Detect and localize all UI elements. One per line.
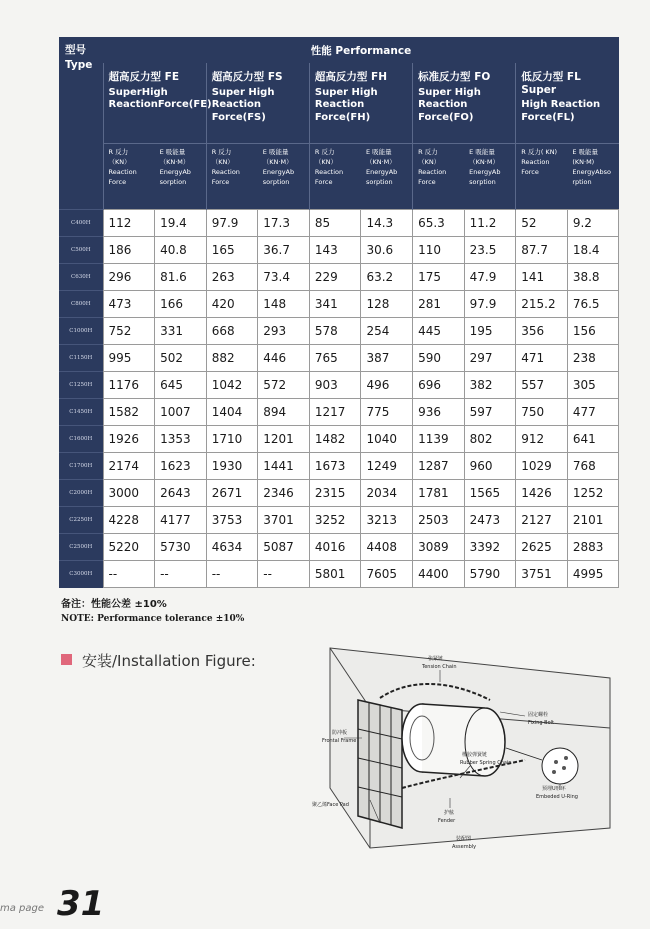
value-cell: 2346	[258, 480, 310, 507]
sub-header-line: EnergyAb	[262, 168, 295, 176]
value-cell: 215.2	[516, 291, 568, 318]
value-cell: 141	[516, 264, 568, 291]
value-cell: 296	[103, 264, 155, 291]
type-cell: C1450H	[59, 399, 103, 426]
value-cell: 2625	[516, 534, 568, 561]
sub-header-reaction-force	[516, 144, 568, 210]
value-cell: 3753	[206, 507, 258, 534]
sub-header-line: Force	[108, 178, 127, 186]
label-fixing-bolt-en: Fixing Bolt	[528, 720, 555, 726]
value-cell: 76.5	[567, 291, 619, 318]
performance-table	[59, 37, 619, 588]
sub-header-reaction-force	[309, 144, 361, 210]
value-cell: 1029	[516, 453, 568, 480]
table-row	[59, 399, 619, 426]
sub-header-line: Reaction	[521, 158, 550, 166]
value-cell: 3252	[309, 507, 361, 534]
value-cell: 1217	[309, 399, 361, 426]
performance-header: 性能 Performance	[103, 37, 619, 63]
label-frontal-frame-en: Frontal Frame	[322, 738, 357, 744]
value-cell: 305	[567, 372, 619, 399]
value-cell: 1249	[361, 453, 413, 480]
group-header-1	[103, 63, 212, 144]
label-tension-chain-en: Tension Chain	[422, 664, 457, 670]
table-row	[59, 345, 619, 372]
value-cell: 590	[413, 345, 465, 372]
value-cell: 557	[516, 372, 568, 399]
sub-header-line: EnergyAbso	[572, 168, 612, 176]
value-cell: 3701	[258, 507, 310, 534]
value-cell: 477	[567, 399, 619, 426]
type-cell: C2250H	[59, 507, 103, 534]
value-cell: 52	[516, 210, 568, 237]
note-zh: 备注：性能公差 ±10%	[61, 599, 167, 610]
sub-header-line: rption	[572, 178, 592, 186]
table-row	[59, 507, 619, 534]
sub-header-line: （KN·M）	[159, 158, 190, 166]
sub-header-line: E 吸能量	[572, 148, 599, 156]
group-header-5	[516, 63, 619, 144]
value-cell: 38.8	[567, 264, 619, 291]
sub-header-line: E 吸能量	[469, 148, 495, 156]
group-header-zh: 超高反力型 FH	[314, 71, 387, 83]
type-cell: C630H	[59, 264, 103, 291]
group-header-en: Super High Reaction Force(FH)	[314, 86, 378, 123]
sub-header-line: E 吸能量	[262, 148, 289, 156]
section-marker	[61, 654, 72, 665]
sub-header-line: （KN）	[211, 158, 234, 166]
label-assembly-zh: 装配图	[456, 836, 472, 842]
value-cell: 765	[309, 345, 361, 372]
type-cell: C1700H	[59, 453, 103, 480]
value-cell: 496	[361, 372, 413, 399]
value-cell: 903	[309, 372, 361, 399]
value-cell: 995	[103, 345, 155, 372]
value-cell: 238	[567, 345, 619, 372]
value-cell: 331	[155, 318, 207, 345]
group-header-zh: 标准反力型 FO	[418, 71, 491, 83]
value-cell: 17.3	[258, 210, 310, 237]
type-cell: C1250H	[59, 372, 103, 399]
table-row	[59, 264, 619, 291]
value-cell: 578	[309, 318, 361, 345]
value-cell: 1040	[361, 426, 413, 453]
type-header-zh: 型号	[65, 44, 86, 56]
value-cell: 85	[309, 210, 361, 237]
value-cell: 40.8	[155, 237, 207, 264]
table-row	[59, 561, 619, 588]
sub-header-line: Reaction	[211, 168, 240, 176]
value-cell: 1710	[206, 426, 258, 453]
type-header	[59, 37, 103, 210]
value-cell: 81.6	[155, 264, 207, 291]
table-row	[59, 210, 619, 237]
sub-header-line: Force	[521, 168, 539, 176]
type-cell: C500H	[59, 237, 103, 264]
sub-header-line: (KN·M)	[572, 158, 595, 166]
value-cell: 97.9	[464, 291, 516, 318]
value-cell: 47.9	[464, 264, 516, 291]
label-fixing-bolt-zh: 固定螺栓	[528, 712, 549, 718]
value-cell: 1426	[516, 480, 568, 507]
value-cell: 668	[206, 318, 258, 345]
value-cell: 293	[258, 318, 310, 345]
value-cell: 341	[309, 291, 361, 318]
label-rubber-chain-en: Rubber Spring Chain	[460, 760, 512, 766]
value-cell: 19.4	[155, 210, 207, 237]
group-header-zh: 超高反力型 FE	[108, 71, 180, 83]
sub-header-line: sorption	[365, 178, 393, 186]
value-cell: 166	[155, 291, 207, 318]
value-cell: 471	[516, 345, 568, 372]
group-header-3	[309, 63, 412, 144]
value-cell: 1042	[206, 372, 258, 399]
sub-header-line: （KN）	[108, 158, 131, 166]
value-cell: 110	[413, 237, 465, 264]
value-cell: 775	[361, 399, 413, 426]
value-cell: 4408	[361, 534, 413, 561]
value-cell: 3089	[413, 534, 465, 561]
label-embedded-en: Embeded U-Ring	[536, 794, 578, 800]
sub-header-line: （KN·M）	[365, 158, 396, 166]
type-cell: C2000H	[59, 480, 103, 507]
sub-header-line: EnergyAb	[159, 168, 191, 176]
sub-header-energy-absorption	[155, 144, 207, 210]
table-row	[59, 291, 619, 318]
value-cell: 502	[155, 345, 207, 372]
page-prefix: ma page	[0, 903, 45, 914]
value-cell: 1007	[155, 399, 207, 426]
value-cell: 4016	[309, 534, 361, 561]
value-cell: 1176	[103, 372, 155, 399]
label-fender-zh: 护舷	[444, 810, 455, 816]
label-assembly-en: Assembly	[452, 844, 477, 850]
value-cell: 894	[258, 399, 310, 426]
sub-header-reaction-force	[206, 144, 258, 210]
value-cell: 65.3	[413, 210, 465, 237]
value-cell: 572	[258, 372, 310, 399]
group-header-4	[413, 63, 516, 144]
value-cell: 473	[103, 291, 155, 318]
value-cell: 73.4	[258, 264, 310, 291]
value-cell: 1582	[103, 399, 155, 426]
value-cell: 2127	[516, 507, 568, 534]
sub-header-line: （KN·M）	[262, 158, 293, 166]
value-cell: 4400	[413, 561, 465, 588]
value-cell: 195	[464, 318, 516, 345]
value-cell: 87.7	[516, 237, 568, 264]
group-header-zh: 超高反力型 FS	[211, 71, 283, 83]
value-cell: 2174	[103, 453, 155, 480]
sub-header-reaction-force	[413, 144, 465, 210]
value-cell: 597	[464, 399, 516, 426]
value-cell: --	[155, 561, 207, 588]
table-row	[59, 453, 619, 480]
installation-figure	[310, 638, 630, 860]
value-cell: 1930	[206, 453, 258, 480]
value-cell: 1926	[103, 426, 155, 453]
label-frontal-frame-zh: 防冲板	[332, 730, 348, 736]
value-cell: 696	[413, 372, 465, 399]
value-cell: 18.4	[567, 237, 619, 264]
value-cell: 128	[361, 291, 413, 318]
type-cell: C3000H	[59, 561, 103, 588]
value-cell: 165	[206, 237, 258, 264]
group-header-en: SuperHigh ReactionForce(FE)	[108, 86, 212, 110]
note-en: NOTE: Performance tolerance ±10%	[61, 614, 245, 624]
value-cell: 2671	[206, 480, 258, 507]
type-cell: C400H	[59, 210, 103, 237]
value-cell: 2315	[309, 480, 361, 507]
value-cell: 186	[103, 237, 155, 264]
value-cell: 7605	[361, 561, 413, 588]
label-tension-chain-zh: 张紧链	[428, 656, 444, 662]
value-cell: 5087	[258, 534, 310, 561]
value-cell: 4995	[567, 561, 619, 588]
value-cell: 1482	[309, 426, 361, 453]
sub-header-line: sorption	[262, 178, 290, 186]
type-cell: C1150H	[59, 345, 103, 372]
sub-header-line: （KN）	[314, 158, 337, 166]
value-cell: 281	[413, 291, 465, 318]
value-cell: 645	[155, 372, 207, 399]
sub-header-reaction-force	[103, 144, 155, 210]
value-cell: 752	[103, 318, 155, 345]
value-cell: --	[258, 561, 310, 588]
sub-header-line: Force	[211, 178, 230, 186]
value-cell: 3751	[516, 561, 568, 588]
value-cell: 2883	[567, 534, 619, 561]
label-embedded-zh: 预埋U形环	[542, 786, 566, 792]
type-header-en: Type	[65, 59, 93, 71]
sub-header-energy-absorption	[567, 144, 619, 210]
value-cell: 297	[464, 345, 516, 372]
sub-header-line: EnergyAb	[469, 168, 501, 176]
value-cell: 1565	[464, 480, 516, 507]
value-cell: 1252	[567, 480, 619, 507]
value-cell: 802	[464, 426, 516, 453]
value-cell: 2034	[361, 480, 413, 507]
type-cell: C800H	[59, 291, 103, 318]
value-cell: 97.9	[206, 210, 258, 237]
sub-header-line: （KN）	[418, 158, 441, 166]
sub-header-line: R 反力	[211, 148, 232, 156]
table-row	[59, 372, 619, 399]
value-cell: 11.2	[464, 210, 516, 237]
value-cell: 1441	[258, 453, 310, 480]
group-header-en: High Reaction Force(FL)	[521, 99, 601, 123]
sub-header-line: Reaction	[314, 168, 344, 176]
value-cell: --	[103, 561, 155, 588]
value-cell: 446	[258, 345, 310, 372]
installation-title: 安装/Installation Figure:	[82, 652, 256, 670]
value-cell: --	[206, 561, 258, 588]
sub-header-line: Force	[314, 178, 333, 186]
table-row	[59, 426, 619, 453]
value-cell: 30.6	[361, 237, 413, 264]
value-cell: 382	[464, 372, 516, 399]
value-cell: 4634	[206, 534, 258, 561]
table-row	[59, 237, 619, 264]
sub-header-line: sorption	[469, 178, 496, 186]
group-header-en: Super High Reaction Force(FS)	[211, 86, 275, 123]
value-cell: 3392	[464, 534, 516, 561]
sub-header-energy-absorption	[464, 144, 516, 210]
value-cell: 1404	[206, 399, 258, 426]
sub-header-line: R 反力( KN)	[521, 148, 558, 156]
value-cell: 420	[206, 291, 258, 318]
value-cell: 229	[309, 264, 361, 291]
value-cell: 5220	[103, 534, 155, 561]
sub-header-line: E 吸能量	[365, 148, 392, 156]
value-cell: 1623	[155, 453, 207, 480]
value-cell: 263	[206, 264, 258, 291]
value-cell: 1139	[413, 426, 465, 453]
frontal-frame	[358, 700, 402, 828]
value-cell: 5730	[155, 534, 207, 561]
sub-header-energy-absorption	[361, 144, 413, 210]
value-cell: 387	[361, 345, 413, 372]
value-cell: 4177	[155, 507, 207, 534]
table-row	[59, 534, 619, 561]
value-cell: 112	[103, 210, 155, 237]
group-header-en: Super High Reaction Force(FO)	[418, 86, 481, 123]
value-cell: 2643	[155, 480, 207, 507]
value-cell: 175	[413, 264, 465, 291]
value-cell: 5790	[464, 561, 516, 588]
sub-header-line: Reaction	[108, 168, 137, 176]
value-cell: 768	[567, 453, 619, 480]
value-cell: 3000	[103, 480, 155, 507]
page-number: 31	[57, 884, 105, 924]
value-cell: 156	[567, 318, 619, 345]
sub-header-line: R 反力	[108, 148, 129, 156]
value-cell: 356	[516, 318, 568, 345]
value-cell: 1781	[413, 480, 465, 507]
label-rubber-chain-zh: 橡胶弹簧链	[462, 752, 488, 758]
sub-header-line: R 反力	[418, 148, 438, 156]
value-cell: 36.7	[258, 237, 310, 264]
value-cell: 960	[464, 453, 516, 480]
label-face-pad: 聚乙烯Face Pad	[312, 802, 349, 808]
sub-header-line: Reaction	[418, 168, 447, 176]
value-cell: 1673	[309, 453, 361, 480]
value-cell: 148	[258, 291, 310, 318]
label-fender-en: Fender	[438, 818, 456, 824]
value-cell: 750	[516, 399, 568, 426]
value-cell: 2473	[464, 507, 516, 534]
value-cell: 641	[567, 426, 619, 453]
sub-header-line: R 反力	[314, 148, 335, 156]
value-cell: 445	[413, 318, 465, 345]
value-cell: 1201	[258, 426, 310, 453]
sub-header-line: sorption	[159, 178, 187, 186]
sub-header-energy-absorption	[258, 144, 310, 210]
type-cell: C1600H	[59, 426, 103, 453]
value-cell: 254	[361, 318, 413, 345]
type-cell: C2500H	[59, 534, 103, 561]
sub-header-line: Force	[418, 178, 436, 186]
sub-header-line: EnergyAb	[365, 168, 398, 176]
value-cell: 3213	[361, 507, 413, 534]
value-cell: 63.2	[361, 264, 413, 291]
value-cell: 1287	[413, 453, 465, 480]
table-row	[59, 480, 619, 507]
value-cell: 2101	[567, 507, 619, 534]
group-header-2	[206, 63, 309, 144]
sub-header-line: （KN·M）	[469, 158, 499, 166]
table-row	[59, 318, 619, 345]
value-cell: 936	[413, 399, 465, 426]
value-cell: 2503	[413, 507, 465, 534]
sub-header-line: E 吸能量	[159, 148, 186, 156]
value-cell: 912	[516, 426, 568, 453]
value-cell: 1353	[155, 426, 207, 453]
value-cell: 5801	[309, 561, 361, 588]
value-cell: 14.3	[361, 210, 413, 237]
value-cell: 143	[309, 237, 361, 264]
value-cell: 9.2	[567, 210, 619, 237]
value-cell: 4228	[103, 507, 155, 534]
type-cell: C1000H	[59, 318, 103, 345]
value-cell: 23.5	[464, 237, 516, 264]
group-header-zh: 低反力型 FL Super	[521, 71, 581, 96]
value-cell: 882	[206, 345, 258, 372]
